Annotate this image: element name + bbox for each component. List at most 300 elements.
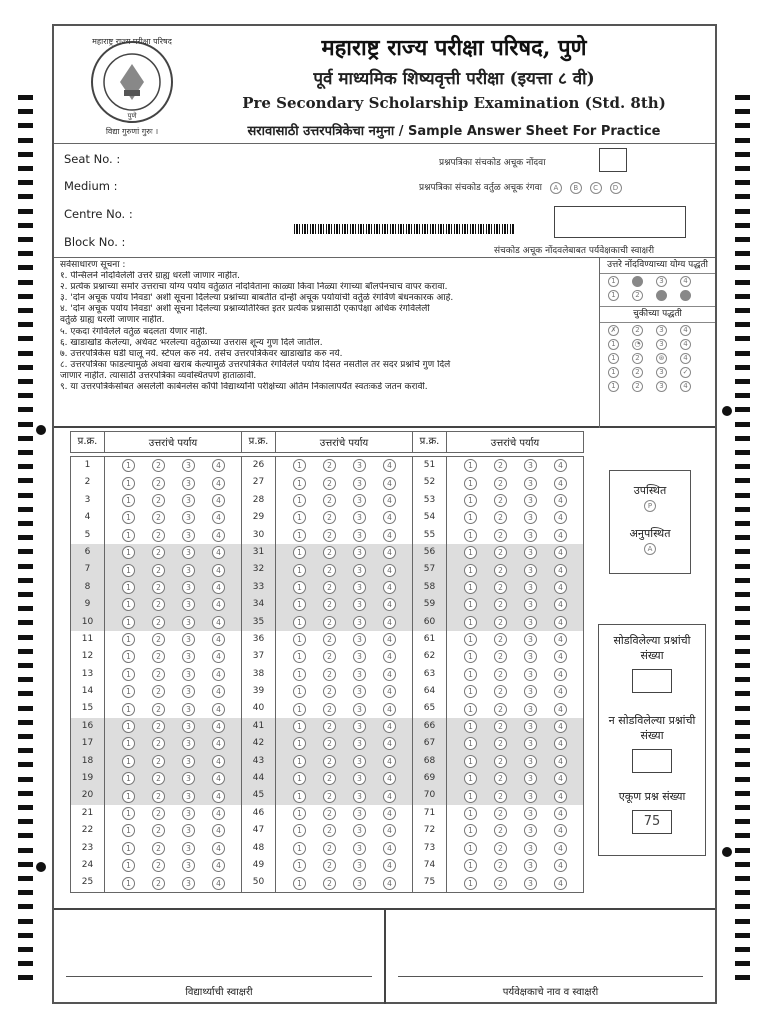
answer-bubble[interactable]: 3 [353,477,366,490]
answer-bubble[interactable]: 1 [122,598,135,611]
answer-bubble[interactable]: 3 [353,650,366,663]
answer-bubble[interactable]: 2 [494,824,507,837]
answer-bubble[interactable]: 4 [383,877,396,890]
answer-bubble[interactable]: 2 [323,459,336,472]
answer-bubble[interactable]: 2 [494,755,507,768]
answer-bubble[interactable]: 3 [524,598,537,611]
present-bubble[interactable]: P [644,500,656,512]
answer-bubble[interactable]: 4 [383,546,396,559]
answer-bubble[interactable]: 4 [383,598,396,611]
answer-bubble[interactable]: 3 [182,685,195,698]
answer-bubble[interactable]: 1 [293,790,306,803]
answer-bubble[interactable]: 1 [293,859,306,872]
answer-bubble[interactable]: 2 [494,703,507,716]
answer-bubble[interactable]: 3 [524,877,537,890]
answer-bubble[interactable]: 4 [554,564,567,577]
answer-bubble[interactable]: 4 [554,703,567,716]
answer-bubble[interactable]: 2 [494,772,507,785]
code-option-b[interactable]: B [570,182,582,194]
answer-bubble[interactable]: 2 [152,807,165,820]
answer-bubble[interactable]: 2 [323,772,336,785]
answer-bubble[interactable]: 1 [122,546,135,559]
answer-bubble[interactable]: 4 [554,477,567,490]
answer-bubble[interactable]: 1 [293,877,306,890]
answer-bubble[interactable]: 4 [383,633,396,646]
answer-bubble[interactable]: 1 [464,824,477,837]
answer-bubble[interactable]: 4 [212,598,225,611]
answer-bubble[interactable]: 3 [182,477,195,490]
answer-bubble[interactable]: 2 [494,668,507,681]
answer-bubble[interactable]: 4 [383,772,396,785]
answer-bubble[interactable]: 2 [152,790,165,803]
answer-bubble[interactable]: 2 [494,859,507,872]
answer-bubble[interactable]: 4 [554,598,567,611]
answer-bubble[interactable]: 4 [554,877,567,890]
answer-bubble[interactable]: 4 [212,668,225,681]
answer-bubble[interactable]: 1 [464,477,477,490]
answer-bubble[interactable]: 1 [122,459,135,472]
answer-bubble[interactable]: 3 [353,511,366,524]
answer-bubble[interactable]: 2 [152,737,165,750]
answer-bubble[interactable]: 4 [554,842,567,855]
answer-bubble[interactable]: 4 [212,685,225,698]
answer-bubble[interactable]: 4 [212,737,225,750]
answer-bubble[interactable]: 4 [212,564,225,577]
answer-bubble[interactable]: 1 [464,859,477,872]
answer-bubble[interactable]: 4 [554,459,567,472]
answer-bubble[interactable]: 1 [293,772,306,785]
answer-bubble[interactable]: 4 [383,842,396,855]
answer-bubble[interactable]: 4 [554,807,567,820]
answer-bubble[interactable]: 3 [524,842,537,855]
answer-bubble[interactable]: 3 [182,668,195,681]
answer-bubble[interactable]: 1 [464,842,477,855]
answer-bubble[interactable]: 4 [212,529,225,542]
answer-bubble[interactable]: 4 [212,511,225,524]
code-option-c[interactable]: C [590,182,602,194]
answer-bubble[interactable]: 2 [494,529,507,542]
answer-bubble[interactable]: 4 [554,772,567,785]
answer-bubble[interactable]: 3 [353,564,366,577]
answer-bubble[interactable]: 4 [554,546,567,559]
answer-bubble[interactable]: 2 [152,755,165,768]
answer-bubble[interactable]: 4 [212,842,225,855]
answer-bubble[interactable]: 1 [293,842,306,855]
answer-bubble[interactable]: 1 [464,511,477,524]
answer-bubble[interactable]: 2 [494,720,507,733]
answer-bubble[interactable]: 2 [323,807,336,820]
answer-bubble[interactable]: 3 [353,790,366,803]
answer-bubble[interactable]: 4 [212,877,225,890]
answer-bubble[interactable]: 4 [383,807,396,820]
answer-bubble[interactable]: 1 [293,668,306,681]
answer-bubble[interactable]: 4 [554,494,567,507]
answer-bubble[interactable]: 2 [323,685,336,698]
answer-bubble[interactable]: 3 [182,633,195,646]
answer-bubble[interactable]: 2 [152,668,165,681]
answer-bubble[interactable]: 3 [353,668,366,681]
answer-bubble[interactable]: 2 [152,616,165,629]
answer-bubble[interactable]: 2 [152,598,165,611]
answer-bubble[interactable]: 3 [524,755,537,768]
answer-bubble[interactable]: 1 [293,755,306,768]
answer-bubble[interactable]: 1 [122,581,135,594]
answer-bubble[interactable]: 2 [152,720,165,733]
answer-bubble[interactable]: 1 [464,772,477,785]
answer-bubble[interactable]: 3 [524,477,537,490]
answer-bubble[interactable]: 1 [122,668,135,681]
answer-bubble[interactable]: 2 [494,598,507,611]
answer-bubble[interactable]: 4 [554,720,567,733]
answer-bubble[interactable]: 2 [152,859,165,872]
answer-bubble[interactable]: 1 [122,511,135,524]
answer-bubble[interactable]: 2 [494,564,507,577]
answer-bubble[interactable]: 2 [152,650,165,663]
answer-bubble[interactable]: 3 [524,737,537,750]
answer-bubble[interactable]: 3 [524,494,537,507]
answer-bubble[interactable]: 4 [383,859,396,872]
answer-bubble[interactable]: 2 [152,703,165,716]
answer-bubble[interactable]: 3 [353,581,366,594]
answer-bubble[interactable]: 4 [383,703,396,716]
answer-bubble[interactable]: 2 [323,790,336,803]
solved-count-box[interactable] [632,669,672,693]
answer-bubble[interactable]: 1 [464,564,477,577]
answer-bubble[interactable]: 4 [212,824,225,837]
answer-bubble[interactable]: 2 [323,581,336,594]
absent-bubble[interactable]: A [644,543,656,555]
answer-bubble[interactable]: 4 [383,477,396,490]
answer-bubble[interactable]: 3 [353,459,366,472]
answer-bubble[interactable]: 1 [122,529,135,542]
answer-bubble[interactable]: 1 [122,633,135,646]
answer-bubble[interactable]: 3 [353,755,366,768]
answer-bubble[interactable]: 3 [182,737,195,750]
answer-bubble[interactable]: 3 [353,598,366,611]
answer-bubble[interactable]: 3 [182,494,195,507]
answer-bubble[interactable]: 4 [383,650,396,663]
answer-bubble[interactable]: 1 [293,529,306,542]
answer-bubble[interactable]: 2 [494,807,507,820]
answer-bubble[interactable]: 4 [554,668,567,681]
answer-bubble[interactable]: 1 [464,685,477,698]
answer-bubble[interactable]: 2 [323,650,336,663]
answer-bubble[interactable]: 1 [464,668,477,681]
answer-bubble[interactable]: 4 [212,546,225,559]
answer-bubble[interactable]: 4 [554,633,567,646]
answer-bubble[interactable]: 3 [353,546,366,559]
answer-bubble[interactable]: 4 [212,703,225,716]
answer-bubble[interactable]: 3 [524,511,537,524]
answer-bubble[interactable]: 2 [323,859,336,872]
answer-bubble[interactable]: 3 [353,720,366,733]
answer-bubble[interactable]: 1 [293,494,306,507]
answer-bubble[interactable]: 2 [152,824,165,837]
answer-bubble[interactable]: 4 [554,581,567,594]
answer-bubble[interactable]: 1 [122,790,135,803]
unsolved-count-box[interactable] [632,749,672,773]
answer-bubble[interactable]: 2 [323,703,336,716]
answer-bubble[interactable]: 2 [494,459,507,472]
answer-bubble[interactable]: 3 [524,824,537,837]
answer-bubble[interactable]: 2 [323,546,336,559]
answer-bubble[interactable]: 1 [464,755,477,768]
answer-bubble[interactable]: 3 [524,685,537,698]
answer-bubble[interactable]: 1 [464,581,477,594]
supervisor-sign-box[interactable] [554,206,686,238]
answer-bubble[interactable]: 1 [122,494,135,507]
answer-bubble[interactable]: 1 [464,877,477,890]
answer-bubble[interactable]: 3 [524,616,537,629]
answer-bubble[interactable]: 4 [554,650,567,663]
answer-bubble[interactable]: 3 [524,807,537,820]
answer-bubble[interactable]: 1 [122,842,135,855]
answer-bubble[interactable]: 2 [494,685,507,698]
answer-bubble[interactable]: 3 [182,529,195,542]
answer-bubble[interactable]: 1 [122,755,135,768]
answer-bubble[interactable]: 2 [494,877,507,890]
answer-bubble[interactable]: 3 [182,564,195,577]
answer-bubble[interactable]: 3 [353,703,366,716]
answer-bubble[interactable]: 1 [464,633,477,646]
answer-bubble[interactable]: 1 [293,459,306,472]
answer-bubble[interactable]: 1 [122,772,135,785]
answer-bubble[interactable]: 2 [323,598,336,611]
answer-bubble[interactable]: 1 [464,494,477,507]
answer-bubble[interactable]: 3 [353,877,366,890]
answer-bubble[interactable]: 3 [524,720,537,733]
answer-bubble[interactable]: 1 [122,477,135,490]
answer-bubble[interactable]: 1 [293,546,306,559]
answer-bubble[interactable]: 1 [464,650,477,663]
answer-bubble[interactable]: 2 [152,877,165,890]
answer-bubble[interactable]: 2 [494,477,507,490]
answer-bubble[interactable]: 1 [122,616,135,629]
answer-bubble[interactable]: 2 [152,685,165,698]
answer-bubble[interactable]: 1 [293,633,306,646]
answer-bubble[interactable]: 3 [182,459,195,472]
answer-bubble[interactable]: 2 [323,616,336,629]
answer-bubble[interactable]: 4 [212,633,225,646]
answer-bubble[interactable]: 4 [554,529,567,542]
answer-bubble[interactable]: 2 [152,633,165,646]
answer-bubble[interactable]: 3 [182,755,195,768]
answer-bubble[interactable]: 2 [323,564,336,577]
answer-bubble[interactable]: 3 [182,581,195,594]
answer-bubble[interactable]: 2 [494,494,507,507]
answer-bubble[interactable]: 3 [353,529,366,542]
answer-bubble[interactable]: 1 [122,564,135,577]
answer-bubble[interactable]: 1 [464,720,477,733]
answer-bubble[interactable]: 3 [524,859,537,872]
answer-bubble[interactable]: 1 [122,859,135,872]
answer-bubble[interactable]: 3 [353,842,366,855]
answer-bubble[interactable]: 4 [383,685,396,698]
answer-bubble[interactable]: 1 [122,824,135,837]
answer-bubble[interactable]: 2 [152,511,165,524]
answer-bubble[interactable]: 2 [152,529,165,542]
answer-bubble[interactable]: 2 [323,633,336,646]
answer-bubble[interactable]: 2 [152,772,165,785]
answer-bubble[interactable]: 3 [353,737,366,750]
answer-bubble[interactable]: 4 [212,859,225,872]
answer-bubble[interactable]: 3 [182,598,195,611]
answer-bubble[interactable]: 3 [353,772,366,785]
answer-bubble[interactable]: 3 [524,546,537,559]
answer-bubble[interactable]: 1 [293,703,306,716]
answer-bubble[interactable]: 2 [323,494,336,507]
answer-bubble[interactable]: 2 [494,633,507,646]
answer-bubble[interactable]: 4 [554,824,567,837]
answer-bubble[interactable]: 3 [353,859,366,872]
answer-bubble[interactable]: 1 [293,737,306,750]
answer-bubble[interactable]: 3 [524,564,537,577]
answer-bubble[interactable]: 2 [323,511,336,524]
answer-bubble[interactable]: 4 [554,737,567,750]
answer-bubble[interactable]: 2 [323,755,336,768]
answer-bubble[interactable]: 3 [524,459,537,472]
answer-bubble[interactable]: 3 [353,616,366,629]
answer-bubble[interactable]: 2 [152,546,165,559]
answer-bubble[interactable]: 3 [182,720,195,733]
answer-bubble[interactable]: 1 [293,616,306,629]
answer-bubble[interactable]: 4 [383,616,396,629]
answer-bubble[interactable]: 2 [323,877,336,890]
answer-bubble[interactable]: 2 [323,529,336,542]
answer-bubble[interactable]: 3 [182,842,195,855]
answer-bubble[interactable]: 3 [524,772,537,785]
answer-bubble[interactable]: 2 [323,668,336,681]
answer-bubble[interactable]: 4 [212,755,225,768]
answer-bubble[interactable]: 2 [494,842,507,855]
answer-bubble[interactable]: 1 [464,807,477,820]
answer-bubble[interactable]: 2 [152,459,165,472]
answer-bubble[interactable]: 1 [293,720,306,733]
answer-bubble[interactable]: 4 [212,772,225,785]
answer-bubble[interactable]: 4 [383,668,396,681]
answer-bubble[interactable]: 3 [182,703,195,716]
answer-bubble[interactable]: 3 [524,703,537,716]
answer-bubble[interactable]: 3 [524,790,537,803]
answer-bubble[interactable]: 4 [212,477,225,490]
answer-bubble[interactable]: 1 [293,511,306,524]
answer-bubble[interactable]: 1 [464,737,477,750]
answer-bubble[interactable]: 4 [212,650,225,663]
answer-bubble[interactable]: 4 [383,511,396,524]
answer-bubble[interactable]: 1 [464,459,477,472]
answer-bubble[interactable]: 3 [182,546,195,559]
code-option-d[interactable]: D [610,182,622,194]
answer-bubble[interactable]: 1 [464,529,477,542]
answer-bubble[interactable]: 1 [464,546,477,559]
answer-bubble[interactable]: 4 [554,616,567,629]
answer-bubble[interactable]: 4 [554,511,567,524]
answer-bubble[interactable]: 1 [293,685,306,698]
code-write-box[interactable] [599,148,627,172]
answer-bubble[interactable]: 1 [122,650,135,663]
answer-bubble[interactable]: 2 [494,650,507,663]
answer-bubble[interactable]: 2 [323,737,336,750]
answer-bubble[interactable]: 1 [293,598,306,611]
answer-bubble[interactable]: 3 [182,616,195,629]
answer-bubble[interactable]: 1 [293,477,306,490]
answer-bubble[interactable]: 2 [494,546,507,559]
answer-bubble[interactable]: 3 [524,668,537,681]
answer-bubble[interactable]: 3 [524,650,537,663]
answer-bubble[interactable]: 4 [383,790,396,803]
answer-bubble[interactable]: 4 [212,459,225,472]
answer-bubble[interactable]: 2 [494,737,507,750]
answer-bubble[interactable]: 2 [323,477,336,490]
code-option-a[interactable]: A [550,182,562,194]
answer-bubble[interactable]: 4 [383,529,396,542]
answer-bubble[interactable]: 3 [524,581,537,594]
answer-bubble[interactable]: 1 [122,685,135,698]
answer-bubble[interactable]: 3 [353,633,366,646]
answer-bubble[interactable]: 4 [383,494,396,507]
answer-bubble[interactable]: 1 [122,703,135,716]
answer-bubble[interactable]: 1 [464,703,477,716]
answer-bubble[interactable]: 1 [293,564,306,577]
answer-bubble[interactable]: 1 [464,790,477,803]
answer-bubble[interactable]: 1 [122,737,135,750]
answer-bubble[interactable]: 3 [182,650,195,663]
answer-bubble[interactable]: 1 [122,720,135,733]
answer-bubble[interactable]: 4 [212,616,225,629]
answer-bubble[interactable]: 3 [182,790,195,803]
answer-bubble[interactable]: 4 [212,720,225,733]
answer-bubble[interactable]: 4 [554,790,567,803]
answer-bubble[interactable]: 4 [383,564,396,577]
answer-bubble[interactable]: 1 [464,616,477,629]
answer-bubble[interactable]: 2 [152,477,165,490]
answer-bubble[interactable]: 3 [182,859,195,872]
answer-bubble[interactable]: 2 [152,581,165,594]
answer-bubble[interactable]: 4 [383,459,396,472]
answer-bubble[interactable]: 3 [182,772,195,785]
answer-bubble[interactable]: 3 [353,824,366,837]
answer-bubble[interactable]: 2 [323,720,336,733]
answer-bubble[interactable]: 3 [353,685,366,698]
answer-bubble[interactable]: 1 [122,877,135,890]
answer-bubble[interactable]: 2 [152,494,165,507]
answer-bubble[interactable]: 4 [554,685,567,698]
answer-bubble[interactable]: 4 [212,807,225,820]
answer-bubble[interactable]: 4 [383,581,396,594]
answer-bubble[interactable]: 2 [494,616,507,629]
answer-bubble[interactable]: 4 [383,737,396,750]
answer-bubble[interactable]: 4 [383,755,396,768]
answer-bubble[interactable]: 2 [152,842,165,855]
answer-bubble[interactable]: 3 [353,494,366,507]
answer-bubble[interactable]: 2 [323,842,336,855]
answer-bubble[interactable]: 1 [293,581,306,594]
answer-bubble[interactable]: 2 [494,790,507,803]
answer-bubble[interactable]: 4 [383,824,396,837]
answer-bubble[interactable]: 3 [182,824,195,837]
answer-bubble[interactable]: 2 [152,564,165,577]
answer-bubble[interactable]: 3 [182,807,195,820]
answer-bubble[interactable]: 1 [293,650,306,663]
answer-bubble[interactable]: 3 [182,877,195,890]
answer-bubble[interactable]: 1 [122,807,135,820]
answer-bubble[interactable]: 4 [383,720,396,733]
answer-bubble[interactable]: 3 [353,807,366,820]
answer-bubble[interactable]: 4 [212,494,225,507]
answer-bubble[interactable]: 2 [494,581,507,594]
answer-bubble[interactable]: 4 [554,755,567,768]
answer-bubble[interactable]: 1 [464,598,477,611]
